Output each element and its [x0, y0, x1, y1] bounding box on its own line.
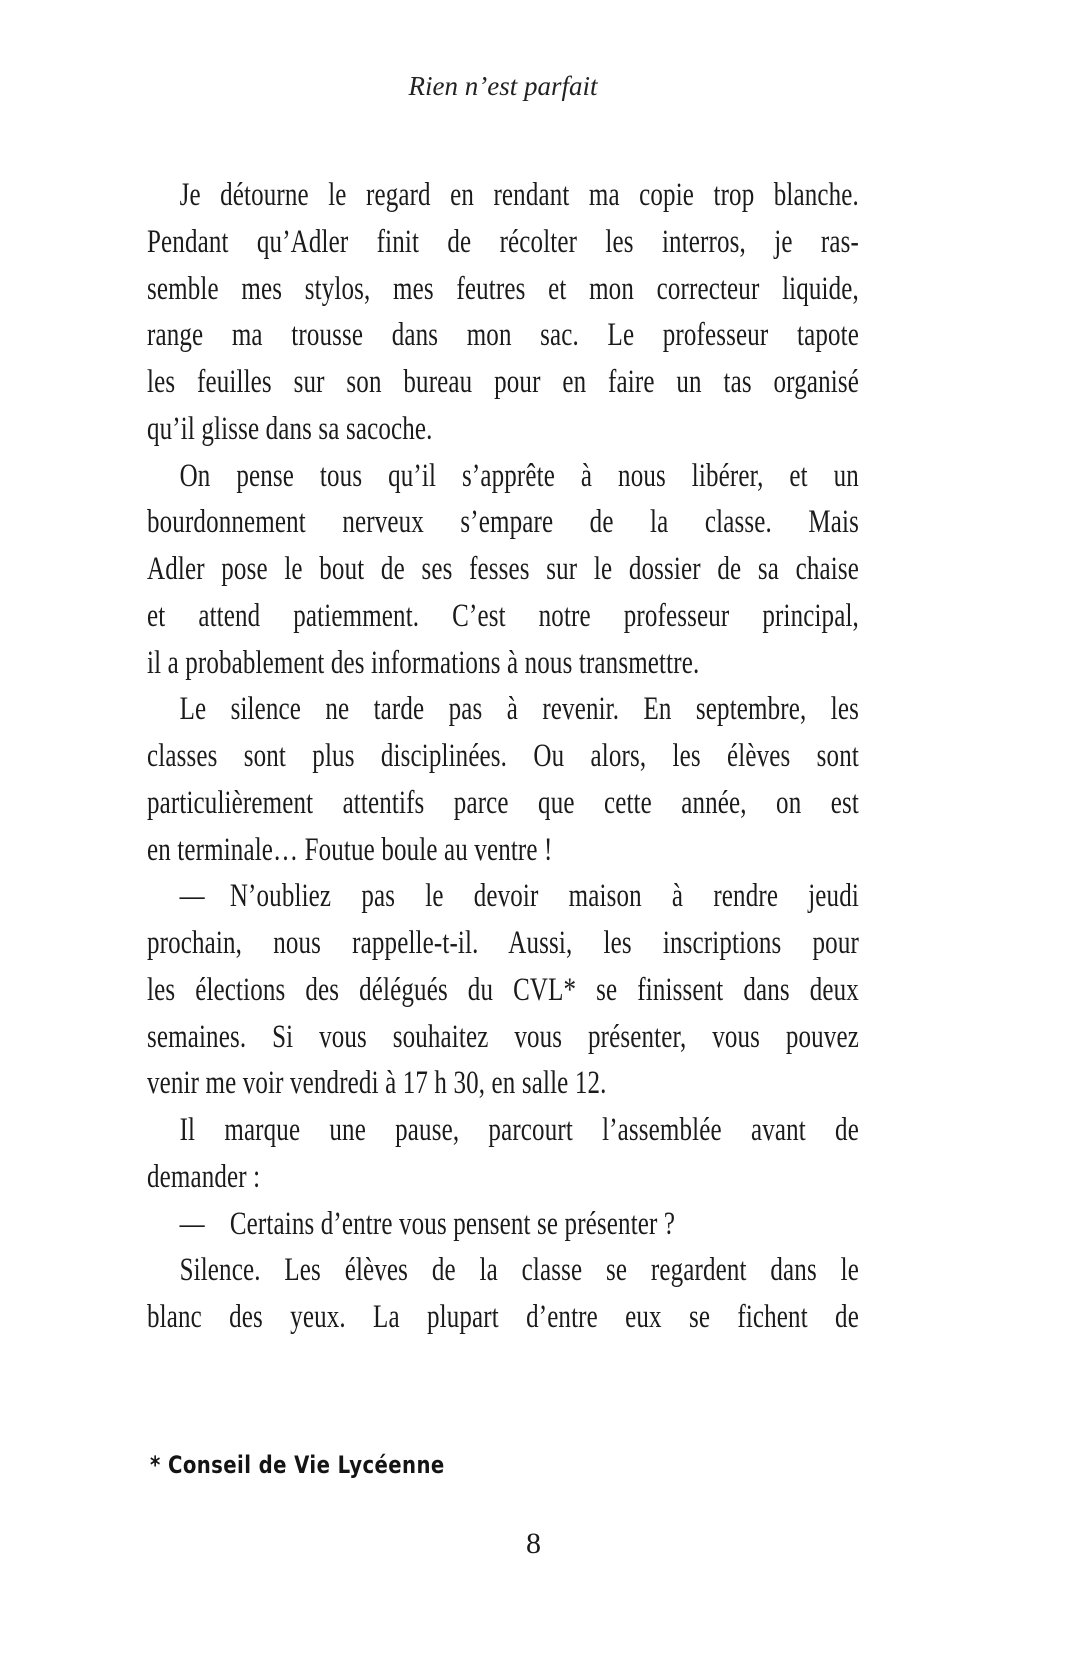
text-line: Pendant qu’Adler finit de récolter les interros, je ras- [147, 223, 859, 260]
text-line: semaines. Si vous souhaitez vous présenter, vous pouvez [147, 1018, 859, 1055]
text-line: semble mes stylos, mes feutres et mon correcteur liquide, [147, 270, 859, 307]
text-line: en terminale… Foutue boule au ventre ! [147, 831, 553, 868]
page-number: 8 [526, 1527, 541, 1560]
text-line: bourdonnement nerveux s’empare de la classe. Mais [147, 504, 859, 541]
text-line: Je détourne le regard en rendant ma copie trop blanche. [179, 177, 859, 213]
text-line: il a probablement des informations à nous transmettre. [147, 644, 700, 681]
text-line: demander : [147, 1158, 261, 1195]
text-line: Il marque une pause, parcourt l’assemblée avant de [179, 1112, 859, 1148]
text-line: les élections des délégués du CVL* se finissent dans deux [147, 971, 859, 1008]
footnote-cvl: * Conseil de Vie Lycéenne [150, 1451, 445, 1479]
text-line: range ma trousse dans mon sac. Le professeur tapote [147, 317, 859, 354]
text-line: — N’oubliez pas le devoir maison à rendre jeudi [179, 878, 859, 915]
text-line: prochain, nous rappelle-t-il. Aussi, les inscriptions pour [147, 925, 859, 961]
text-line: classes sont plus disciplinées. Ou alors, les élèves sont [147, 738, 859, 774]
running-header: Rien n’est parfait [408, 71, 598, 101]
text-line: les feuilles sur son bureau pour en faire un tas organisé [147, 364, 859, 400]
text-line: Adler pose le bout de ses fesses sur le dossier de sa chaise [147, 551, 859, 587]
text-line: Silence. Les élèves de la classe se regardent dans le [179, 1252, 859, 1289]
text-line: et attend patiemment. C’est notre professeur principal, [147, 597, 859, 634]
text-line: venir me voir vendredi à 17 h 30, en salle 12. [147, 1065, 607, 1102]
text-line: Le silence ne tarde pas à revenir. En septembre, les [179, 691, 859, 728]
body-text-block [147, 172, 859, 1341]
text-line: qu’il glisse dans sa sacoche. [147, 410, 433, 447]
text-line: — Certains d’entre vous pensent se présenter ? [179, 1205, 676, 1242]
text-line: particulièrement attentifs parce que cette année, on est [147, 784, 859, 821]
text-line: blanc des yeux. La plupart d’entre eux se fichent de [147, 1299, 859, 1335]
text-line: On pense tous qu’il s’apprête à nous libérer, et un [179, 457, 859, 494]
